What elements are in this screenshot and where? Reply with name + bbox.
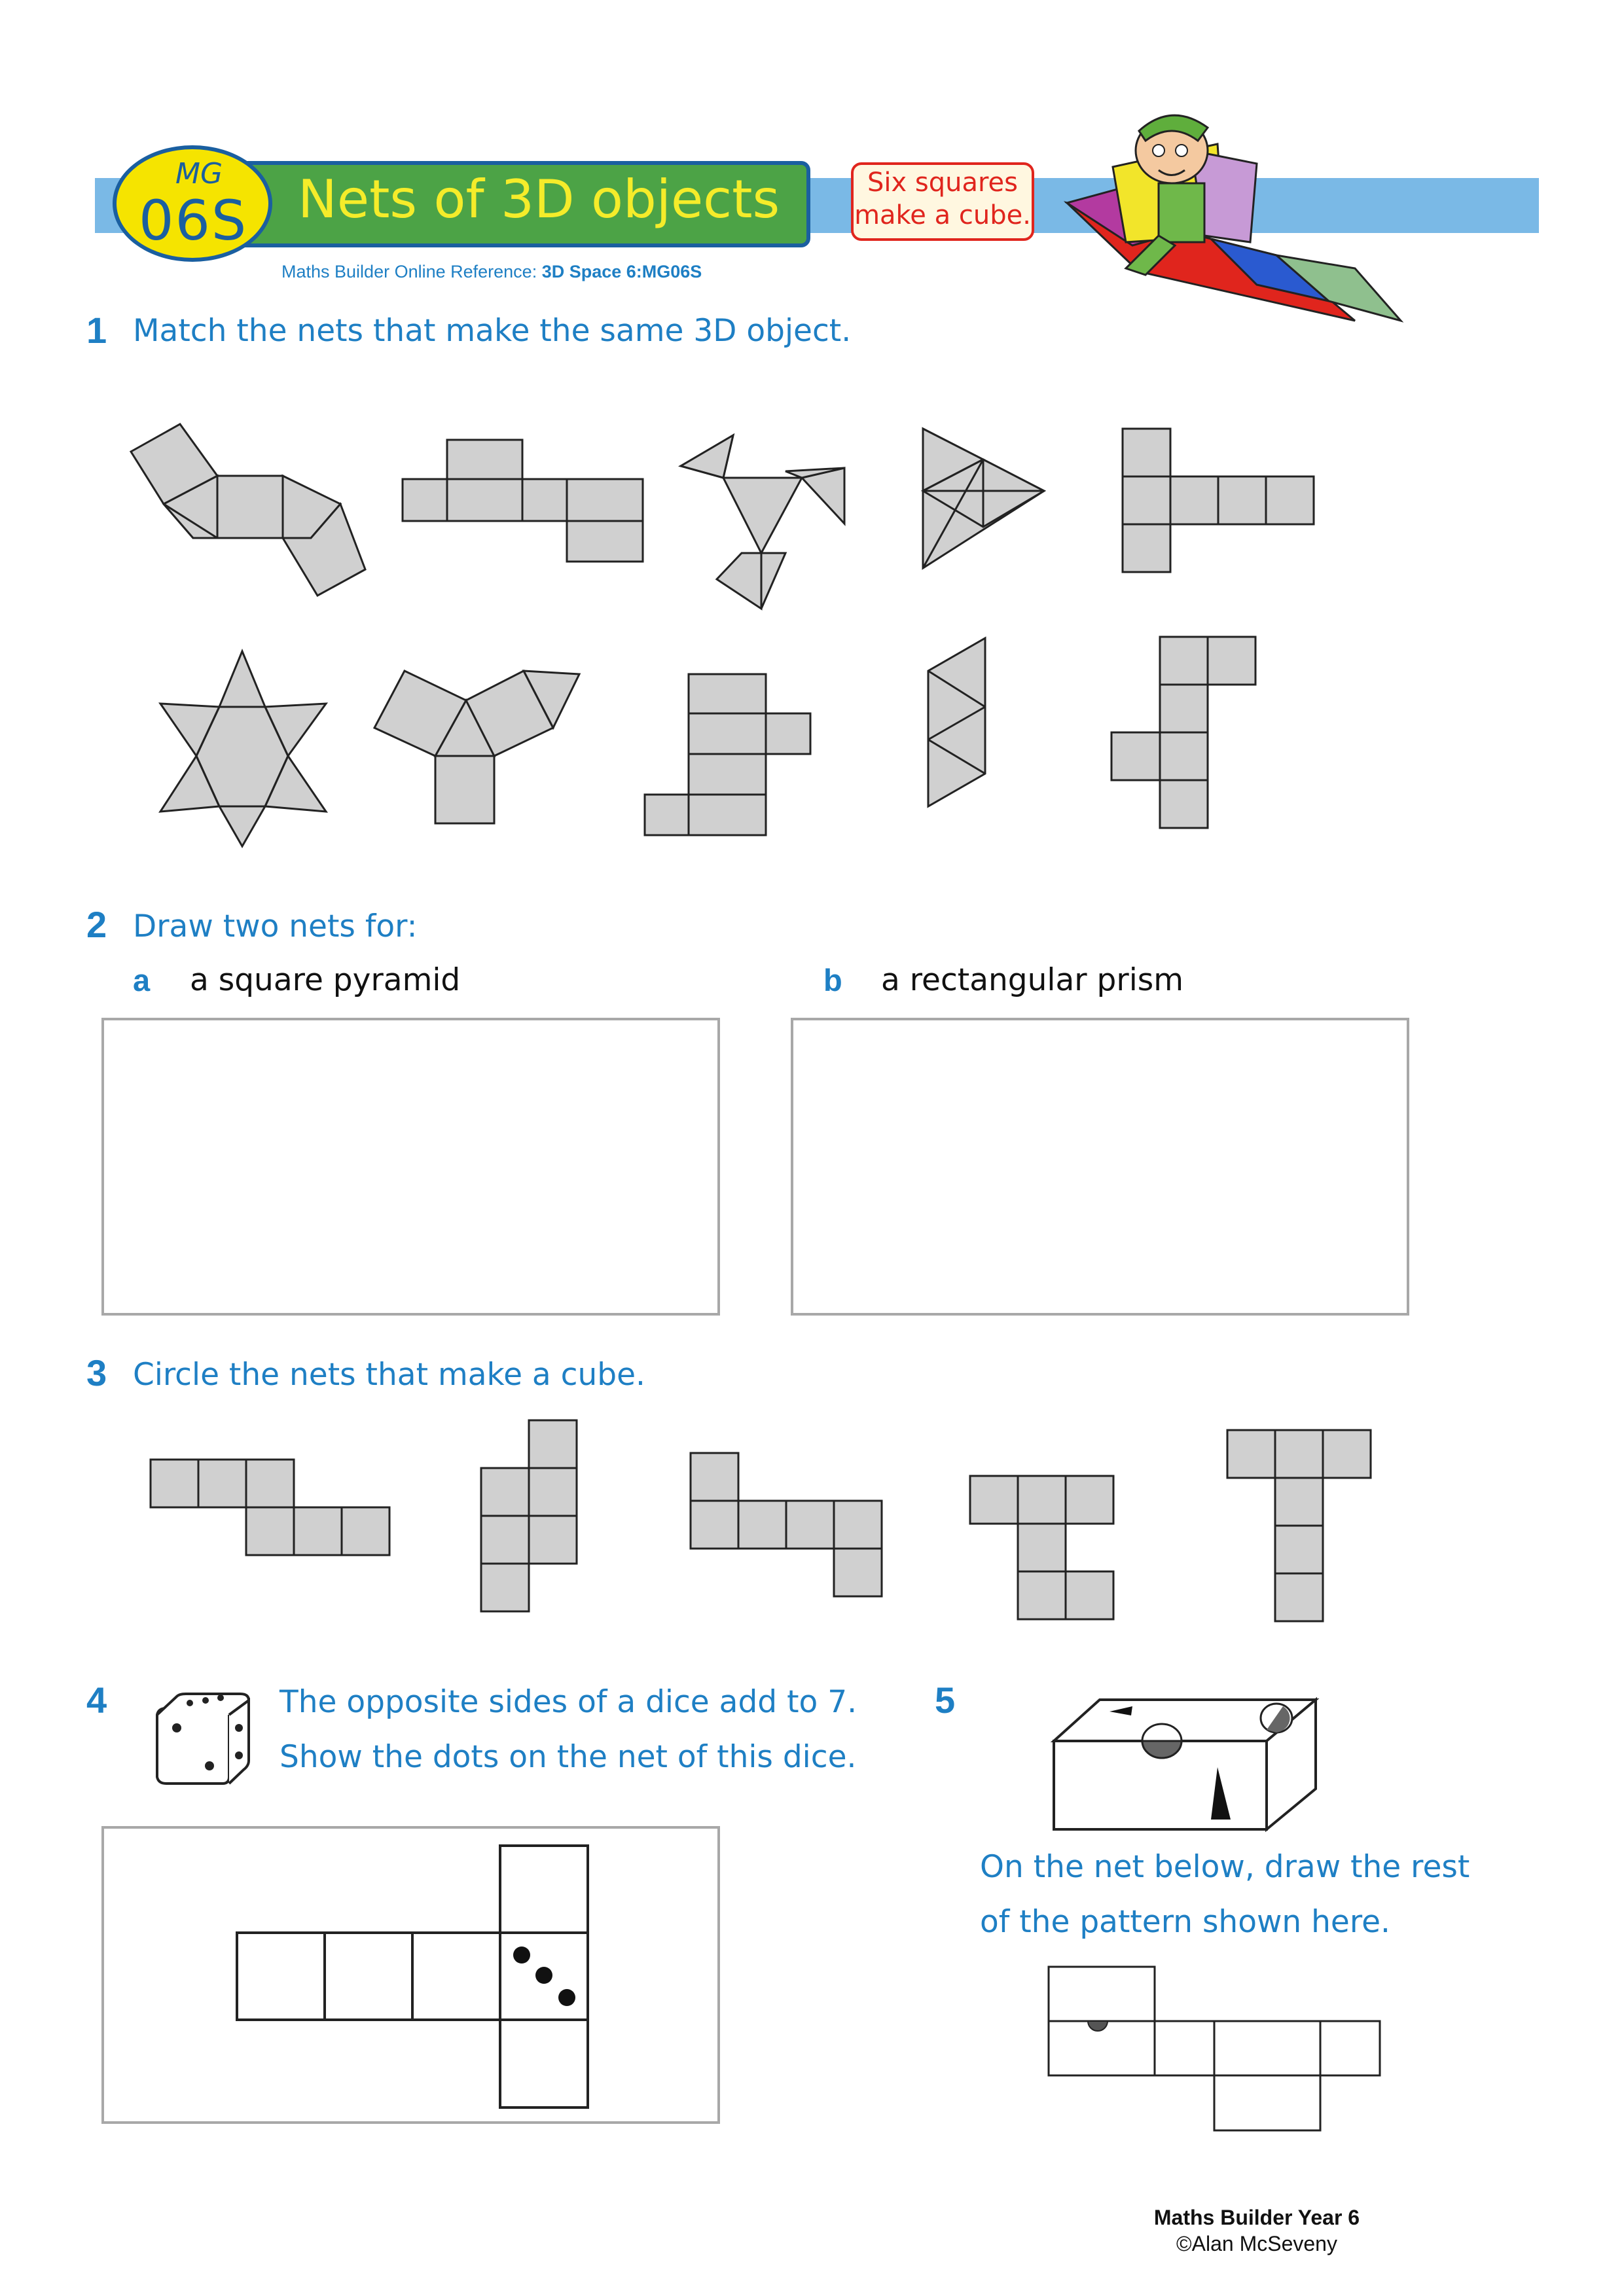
q5-line-1: On the net below, draw the rest — [980, 1849, 1470, 1885]
q2-b-label: b — [823, 963, 842, 997]
footer-copyright: ©Alan McSeveny — [1176, 2232, 1337, 2255]
reference-code: 3D Space 6:MG06S — [541, 262, 702, 281]
q2-text: Draw two nets for: — [133, 908, 418, 944]
q4-number: 4 — [86, 1679, 107, 1721]
footer-book: Maths Builder Year 6 — [1153, 2206, 1360, 2229]
q5-line-2: of the pattern shown here. — [980, 1904, 1390, 1940]
q4-line-2: Show the dots on the net of this dice. — [280, 1739, 857, 1775]
q1-number: 1 — [86, 310, 107, 351]
tip-line-2: make a cube. — [854, 200, 1031, 230]
q3-text: Circle the nets that make a cube. — [133, 1357, 645, 1393]
q1-text: Match the nets that make the same 3D object. — [133, 313, 852, 349]
q2-a-text: a square pyramid — [190, 962, 461, 998]
q2-number: 2 — [86, 904, 107, 945]
badge-top: MG — [175, 157, 223, 190]
tip-line-1: Six squares — [867, 168, 1018, 198]
reference-prefix: Maths Builder Online Reference: — [281, 262, 542, 281]
badge-code: 06S — [139, 188, 248, 253]
q2-b-text: a rectangular prism — [881, 962, 1184, 998]
q3-number: 3 — [86, 1352, 107, 1393]
q2-a-label: a — [133, 963, 151, 997]
page-title: Nets of 3D objects — [298, 169, 780, 230]
q4-line-1: The opposite sides of a dice add to 7. — [280, 1684, 857, 1720]
q5-number: 5 — [935, 1679, 956, 1721]
